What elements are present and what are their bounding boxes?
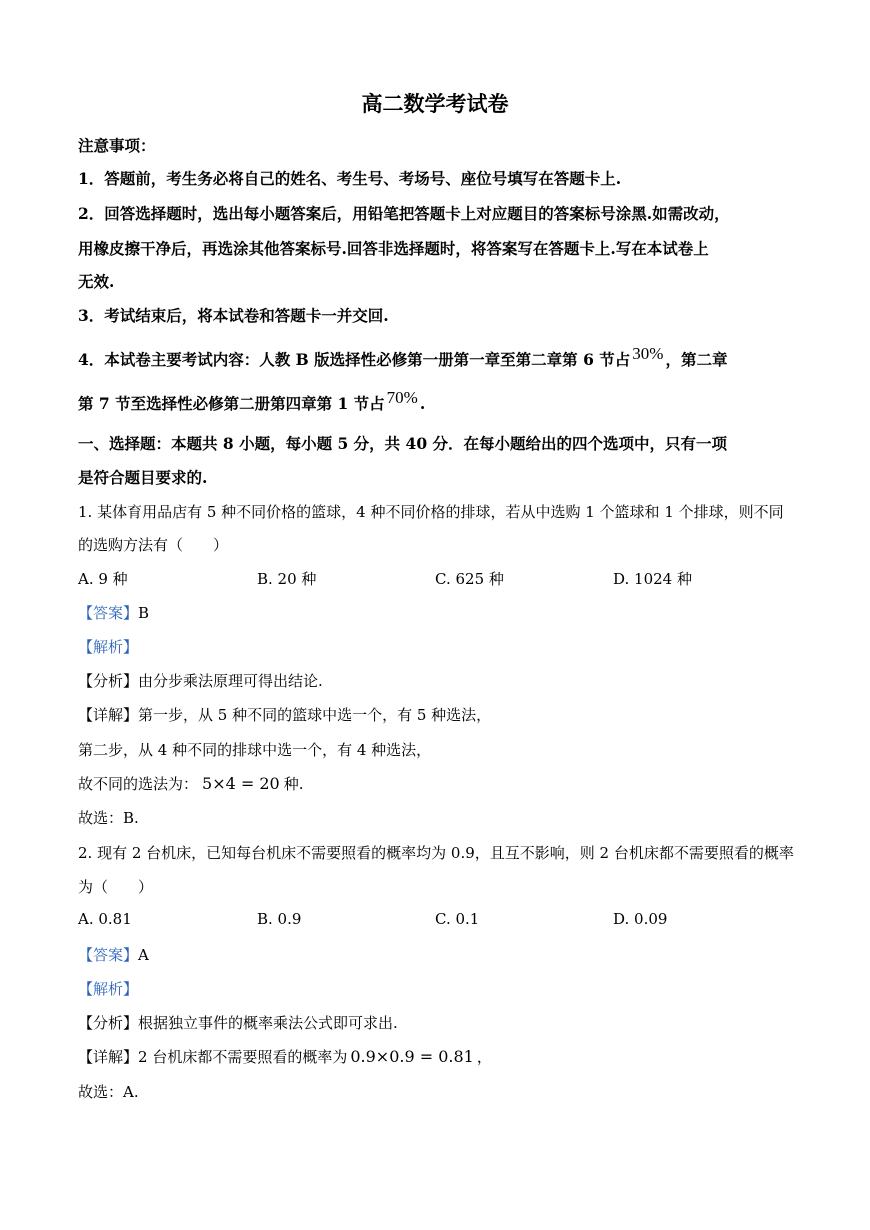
q1-formula: 5×4 = 20 xyxy=(202,774,280,793)
q1-option-b: B. 20 种 xyxy=(257,570,317,588)
q1-xiangjie-text-3b: 种. xyxy=(283,775,304,793)
percent-70: 70% xyxy=(386,388,418,407)
q2-fenxi-text: 根据独立事件的概率乘法公式即可求出. xyxy=(138,1014,398,1032)
notice-item-4-text-a: 4．本试卷主要考试内容：人教 B 版选择性必修第一册第一章至第二章第 6 节占 xyxy=(78,350,631,369)
q2-stem-line-1: 2. 现有 2 台机床，已知每台机床不需要照看的概率均为 0.9，且互不影响，则 2 台机床都不需要照看的概率 xyxy=(78,844,794,862)
notice-item-2-line-3: 无效. xyxy=(78,272,115,291)
q2-option-c: C. 0.1 xyxy=(435,910,480,928)
q2-option-b: B. 0.9 xyxy=(257,910,302,928)
q2-fenxi xyxy=(78,1012,398,1033)
notice-item-4-line-2 xyxy=(78,388,426,414)
q2-xiangjie-line-1 xyxy=(78,1046,492,1067)
notice-item-1: 1．答题前，考生务必将自己的姓名、考生号、考场号、座位号填写在答题卡上. xyxy=(78,169,622,188)
q1-xiangjie-line-2: 第二步，从 4 种不同的排球中选一个，有 4 种选法， xyxy=(78,741,432,759)
notice-item-4-text-d: . xyxy=(419,394,426,413)
q1-option-d: D. 1024 种 xyxy=(613,570,692,588)
q2-fenxi-tag: 【分析】 xyxy=(78,1014,139,1032)
notice-item-4-text-b: ，第二章 xyxy=(665,350,728,369)
section-heading-line-1: 一、选择题：本题共 8 小题，每小题 5 分，共 40 分．在每小题给出的四个选项中，只有一项 xyxy=(78,434,728,453)
q1-answer-tag: 【答案】 xyxy=(78,604,139,622)
q1-fenxi-tag: 【分析】 xyxy=(78,672,139,690)
q1-stem-line-1: 1. 某体育用品店有 5 种不同价格的篮球，4 种不同价格的排球，若从中选购 1 个篮球和 1 个排球，则不同 xyxy=(78,503,784,521)
q1-answer-value: B xyxy=(138,604,150,622)
q2-formula: 0.9×0.9 = 0.81 xyxy=(350,1047,474,1066)
section-heading-line-2: 是符合题目要求的. xyxy=(78,468,208,487)
q2-answer xyxy=(78,944,149,965)
q1-xiangjie-text-3a: 故不同的选法为： xyxy=(78,775,199,793)
notice-heading: 注意事项： xyxy=(78,136,156,155)
q1-stem-line-2: 的选购方法有（ ） xyxy=(78,536,229,554)
q2-analysis-tag: 【解析】 xyxy=(78,980,139,998)
q1-fenxi xyxy=(78,670,323,691)
q1-option-c: C. 625 种 xyxy=(435,570,504,588)
q2-answer-value: A xyxy=(138,946,149,964)
q1-conclusion: 故选：B. xyxy=(78,809,139,827)
q1-xiangjie-tag: 【详解】 xyxy=(78,706,139,724)
q2-stem-line-2: 为（ ） xyxy=(78,878,154,896)
notice-item-2-line-2: 用橡皮擦干净后，再选涂其他答案标号.回答非选择题时，将答案写在答题卡上.写在本试卷上 xyxy=(78,239,709,258)
notice-item-3: 3．考试结束后，将本试卷和答题卡一并交回. xyxy=(78,306,389,325)
page-title: 高二数学考试卷 xyxy=(361,91,509,116)
q1-xiangjie-line-1 xyxy=(78,704,491,725)
q2-xiangjie-text-1a: 2 台机床都不需要照看的概率为 xyxy=(138,1048,348,1066)
q1-answer xyxy=(78,602,149,623)
q1-xiangjie-line-3 xyxy=(78,773,304,794)
q2-option-a: A. 0.81 xyxy=(78,910,132,928)
q2-option-d: D. 0.09 xyxy=(613,910,668,928)
q2-xiangjie-tag: 【详解】 xyxy=(78,1048,139,1066)
q1-analysis-tag: 【解析】 xyxy=(78,638,139,656)
q2-conclusion: 故选：A. xyxy=(78,1083,139,1101)
percent-30: 30% xyxy=(632,344,664,363)
q1-fenxi-text: 由分步乘法原理可得出结论. xyxy=(138,672,323,690)
q2-xiangjie-text-1b: ， xyxy=(476,1048,492,1066)
q2-answer-tag: 【答案】 xyxy=(78,946,139,964)
notice-item-2-line-1: 2．回答选择题时，选出每小题答案后，用铅笔把答题卡上对应题目的答案标号涂黑.如需改动， xyxy=(78,204,730,223)
notice-item-4-line-1 xyxy=(78,344,728,370)
q1-xiangjie-text-1: 第一步，从 5 种不同的篮球中选一个，有 5 种选法， xyxy=(138,706,492,724)
notice-item-4-text-c: 第 7 节至选择性必修第二册第四章第 1 节占 xyxy=(78,394,385,413)
q1-option-a: A. 9 种 xyxy=(78,570,128,588)
